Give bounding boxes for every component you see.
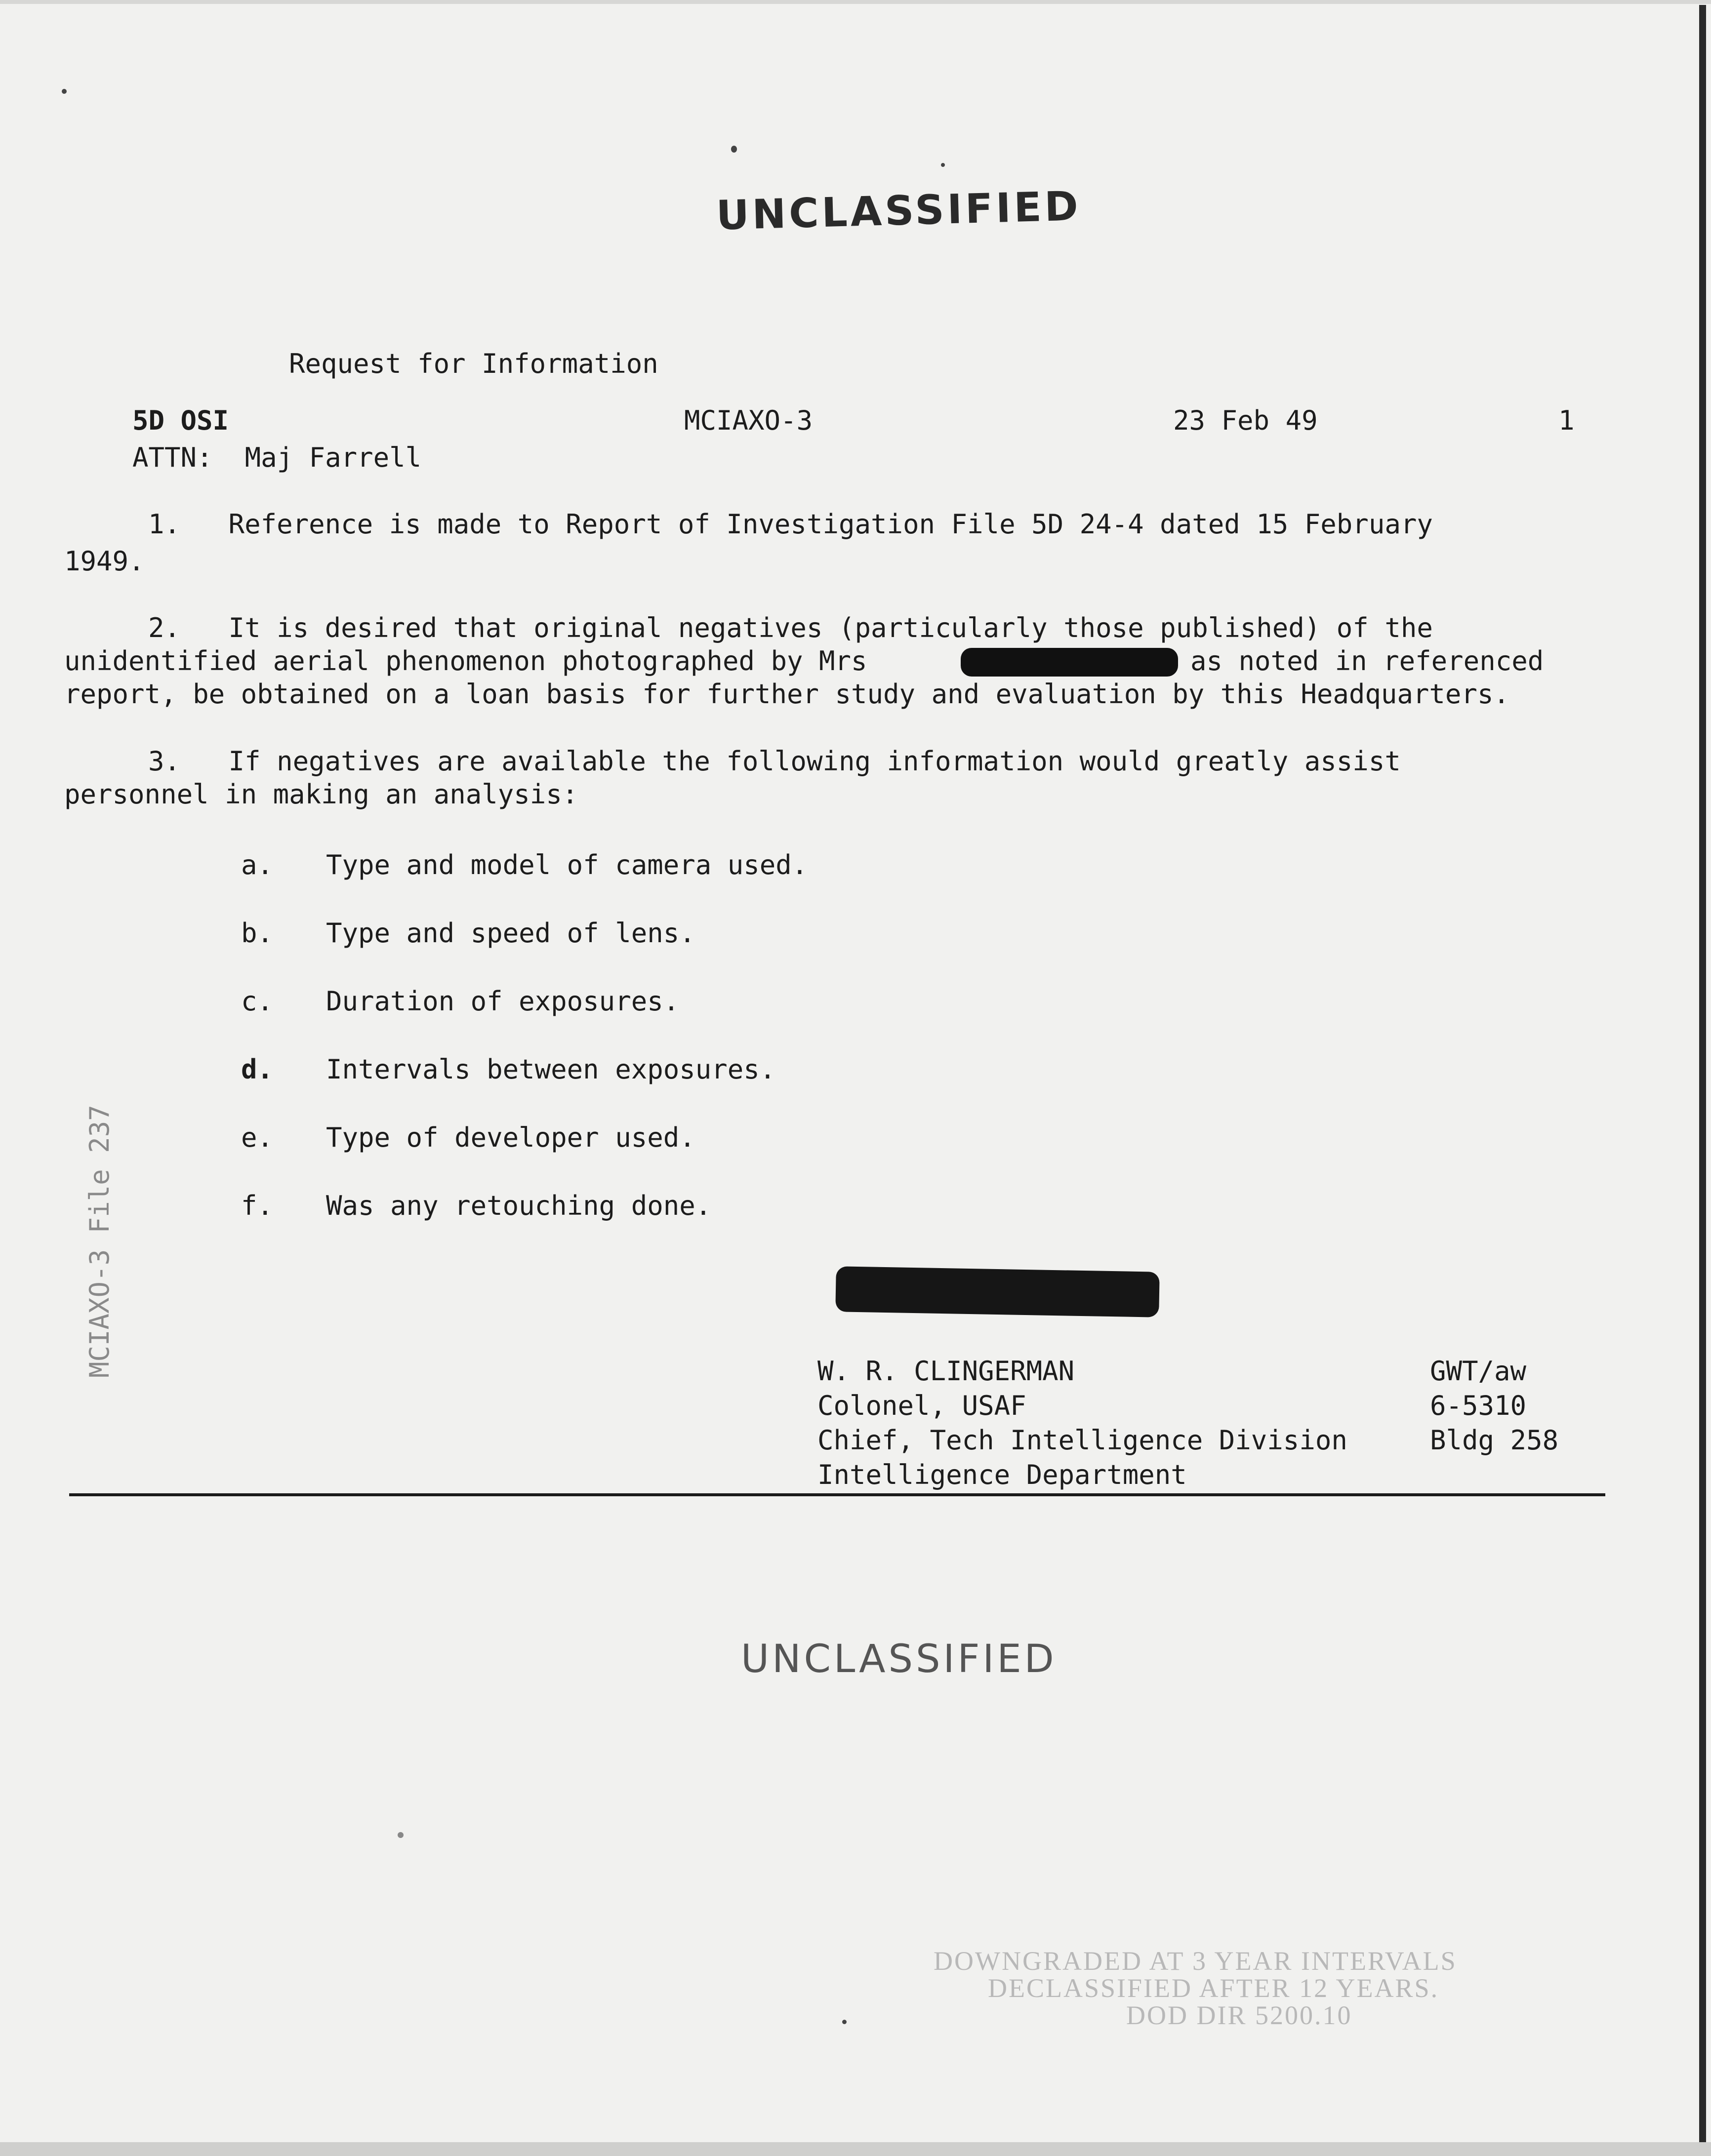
item-letter: b.	[241, 918, 274, 949]
paragraph-1-line-1: 1. Reference is made to Report of Investigation File 5D 24-4 dated 15 February	[148, 509, 1433, 540]
file-reference-vertical: MCIAXO-3 File 237	[84, 1105, 115, 1378]
building-number: Bldg 258	[1430, 1425, 1559, 1456]
redaction-name	[961, 648, 1178, 677]
scan-speck	[941, 163, 945, 167]
scan-speck	[842, 2020, 847, 2024]
item-letter: d.	[241, 1054, 274, 1085]
item-letter: c.	[241, 986, 274, 1017]
item-text: Type and model of camera used.	[326, 849, 808, 880]
scan-speck	[731, 146, 737, 153]
downgrade-line-1: DOWNGRADED AT 3 YEAR INTERVALS	[934, 1946, 1457, 1976]
downgrade-line-2: DECLASSIFIED AFTER 12 YEARS.	[988, 1973, 1439, 2003]
routing-from: 5D OSI	[132, 405, 229, 436]
signer-rank: Colonel, USAF	[817, 1390, 1026, 1421]
paragraph-2-line-3: report, be obtained on a loan basis for further study and evaluation by this Headquarters.	[64, 679, 1509, 710]
item-text: Duration of exposures.	[326, 986, 680, 1017]
routing-office: MCIAXO-3	[684, 405, 813, 436]
scan-bottom-edge	[0, 2142, 1711, 2156]
paragraph-1-line-2: 1949.	[64, 546, 145, 577]
paragraph-2-line-2-end: as noted in referenced	[1190, 645, 1544, 677]
downgrade-line-3: DOD DIR 5200.10	[1126, 2000, 1352, 2030]
signature-rule	[69, 1493, 1605, 1496]
redaction-signature	[835, 1266, 1160, 1317]
paragraph-3-line-1: 3. If negatives are available the following information would greatly assist	[148, 746, 1401, 777]
scan-speck	[398, 1832, 404, 1838]
paragraph-3-line-2: personnel in making an analysis:	[64, 779, 578, 810]
paragraph-2-line-1: 2. It is desired that original negatives (particularly those published) of the	[148, 612, 1433, 643]
routing-attn: ATTN: Maj Farrell	[132, 442, 422, 473]
routing-date: 23 Feb 49	[1173, 405, 1318, 436]
document-heading: Request for Information	[289, 348, 658, 379]
signer-department: Intelligence Department	[817, 1459, 1187, 1490]
item-letter: a.	[241, 849, 274, 880]
signer-title: Chief, Tech Intelligence Division	[817, 1425, 1347, 1456]
scan-top-edge	[0, 0, 1711, 4]
page-number: 1	[1558, 405, 1575, 436]
item-text: Intervals between exposures.	[326, 1054, 776, 1085]
classification-stamp-top: UNCLASSIFIED	[715, 183, 1082, 240]
item-text: Type of developer used.	[326, 1122, 695, 1153]
typist-initials: GWT/aw	[1430, 1356, 1527, 1387]
item-letter: f.	[241, 1190, 274, 1221]
phone-extension: 6-5310	[1430, 1390, 1527, 1421]
item-letter: e.	[241, 1122, 274, 1153]
item-text: Was any retouching done.	[326, 1190, 712, 1221]
signer-name: W. R. CLINGERMAN	[817, 1356, 1075, 1387]
classification-stamp-bottom: UNCLASSIFIED	[741, 1637, 1057, 1681]
item-text: Type and speed of lens.	[326, 918, 695, 949]
paragraph-2-line-2: unidentified aerial phenomenon photographed by Mrs	[64, 645, 867, 677]
scan-speck	[62, 89, 67, 94]
